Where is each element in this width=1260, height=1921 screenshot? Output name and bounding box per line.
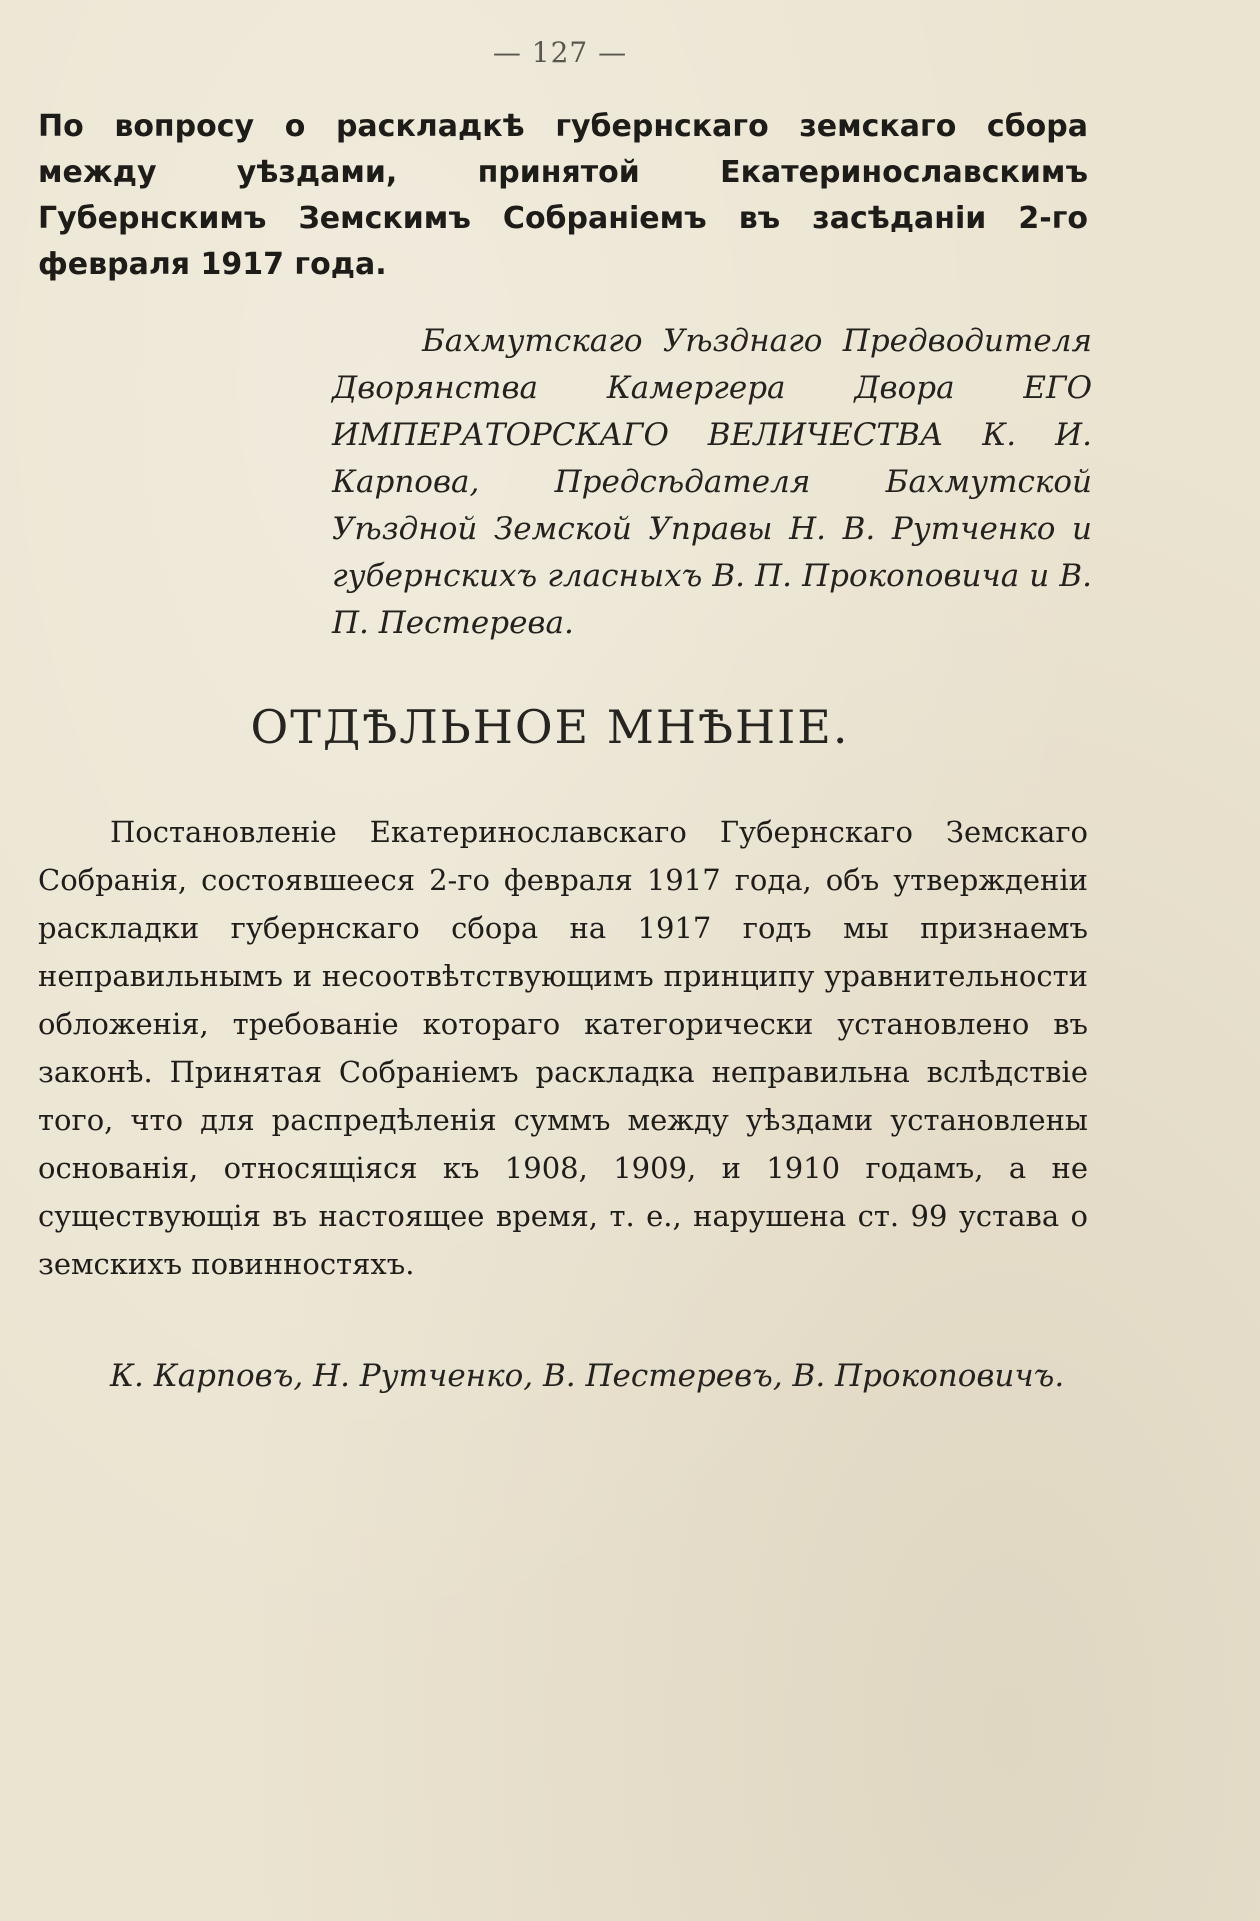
section-title: ОТДѢЛЬНОЕ МНѢНІЕ. — [250, 700, 850, 754]
signatures-line: К. Карповъ, Н. Рутченко, В. Пестеревъ, В. Прокоповичъ. — [110, 1358, 1065, 1394]
document-heading: По вопросу о раскладкѣ губернскаго земскаго сбора между уѣздами, принятой Екатеринославскимъ Губернскимъ Земскимъ Собраніемъ въ засѣданіи 2-го февраля 1917 года. — [38, 109, 1088, 282]
body-paragraph: Постановленіе Екатеринославскаго Губернскаго Земскаго Собранія, состоявшееся 2-го февраля 1917 года, объ утвержденіи раскладки губернскаго сбора на 1917 годъ мы признаемъ неправильнымъ и несоотвѣтствующимъ принципу уравнительности обложенія, требованіе котораго категорически установлено въ законѣ. Принятая Собраніемъ раскладка неправильна вслѣдствіе того, что для распредѣленія суммъ между уѣздами установлены основанія, относящіяся къ 1908, 1909, и 1910 годамъ, а не существующія въ настоящее время, т. е., нарушена ст. 99 устава о земскихъ повинностяхъ. — [38, 815, 1088, 1281]
authors-block: Бахмутскаго Уѣзднаго Предводителя Дворянства Камергера Двора ЕГО ИМПЕРАТОРСКАГО ВЕЛИЧЕСТВА К. И. Карпова, Предсѣдателя Бахмутской Уѣздной Земской Управы Н. В. Рутченко и губернскихъ гласныхъ В. П. Прокоповича и В. П. Пестерева. — [332, 323, 1092, 641]
page-number: — 127 — — [492, 36, 628, 69]
